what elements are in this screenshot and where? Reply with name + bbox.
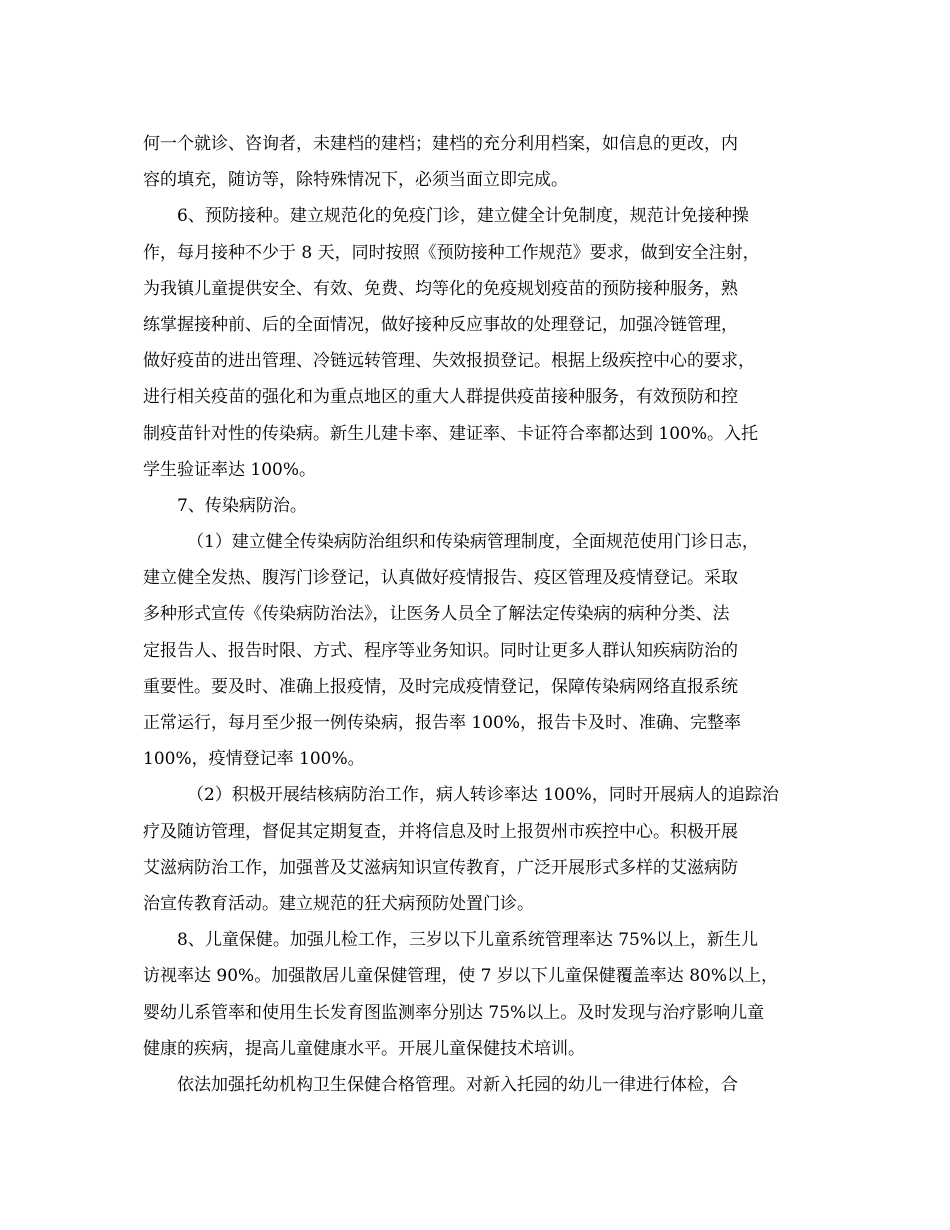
text-line: 定报告人、报告时限、方式、程序等业务知识。同时让更多人群认知疾病防治的 bbox=[143, 640, 738, 661]
text-line: 建立健全发热、腹泻门诊登记，认真做好疫情报告、疫区管理及疫情登记。采取 bbox=[143, 568, 738, 589]
text-line: 制疫苗针对性的传染病。新生儿建卡率、建证率、卡证符合率都达到 100%。入托 bbox=[143, 423, 759, 444]
text-line: 容的填充，随访等，除特殊情况下，必须当面立即完成。 bbox=[143, 170, 568, 191]
text-line: 何一个就诊、咨询者，未建档的建档；建档的充分利用档案，如信息的更改，内 bbox=[143, 134, 738, 154]
text-line: 重要性。要及时、准确上报疫情，及时完成疫情登记，保障传染病网络直报系统 bbox=[143, 676, 738, 697]
text-line: 治宣传教育活动。建立规范的狂犬病预防处置门诊。 bbox=[143, 893, 534, 914]
text-line: 正常运行，每月至少报一例传染病，报告率 100%，报告卡及时、准确、完整率 bbox=[143, 713, 742, 733]
text-line: 做好疫苗的进出管理、冷链远转管理、失效报损登记。根据上级疾控中心的要求， bbox=[143, 351, 755, 372]
text-line: 作，每月接种不少于 8 天，同时按照《预防接种工作规范》要求，做到安全注射， bbox=[143, 242, 760, 263]
text-line: 8、儿童保健。加强儿检工作，三岁以下儿童系统管理率达 75%以上，新生儿 bbox=[177, 930, 759, 951]
text-line: 练掌握接种前、后的全面情况，做好接种反应事故的处理登记，加强冷链管理， bbox=[143, 314, 738, 335]
text-line: 疗及随访管理，督促其定期复查，并将信息及时上报贺州市疾控中心。积极开展 bbox=[143, 821, 738, 842]
document-body bbox=[143, 126, 807, 1103]
text-line: 7、传染病防治。 bbox=[177, 495, 307, 516]
text-line: 进行相关疫苗的强化和为重点地区的重大人群提供疫苗接种服务，有效预防和控 bbox=[143, 387, 738, 408]
text-line: 学生验证率达 100%。 bbox=[143, 459, 317, 480]
text-line: 为我镇儿童提供安全、有效、免费、均等化的免疫规划疫苗的预防接种服务，熟 bbox=[143, 278, 738, 299]
text-line: 6、预防接种。建立规范化的免疫门诊，建立健全计免制度，规范计免接种操 bbox=[177, 206, 749, 227]
text-line: 依法加强托幼机构卫生保健合格管理。对新入托园的幼儿一律进行体检，合 bbox=[177, 1074, 738, 1095]
text-line: 艾滋病防治工作，加强普及艾滋病知识宣传教育，广泛开展形式多样的艾滋病防 bbox=[143, 857, 738, 878]
text-line: 100%，疫情登记率 100%。 bbox=[143, 749, 365, 770]
text-line: 婴幼儿系管率和使用生长发育图监测率分别达 75%以上。及时发现与治疗影响儿童 bbox=[143, 1002, 765, 1023]
text-line: （2）积极开展结核病防治工作，病人转诊率达 100%，同时开展病人的追踪治 bbox=[187, 785, 779, 806]
text-line: （1）建立健全传染病防治组织和传染病管理制度，全面规范使用门诊日志， bbox=[187, 532, 759, 553]
text-line: 健康的疾病，提高儿童健康水平。开展儿童保健技术培训。 bbox=[143, 1038, 585, 1059]
text-line: 多种形式宣传《传染病防治法》，让医务人员全了解法定传染病的病种分类、法 bbox=[143, 604, 730, 625]
text-line: 访视率达 90%。加强散居儿童保健管理，使 7 岁以下儿童保健覆盖率达 80%以上， bbox=[143, 966, 779, 987]
